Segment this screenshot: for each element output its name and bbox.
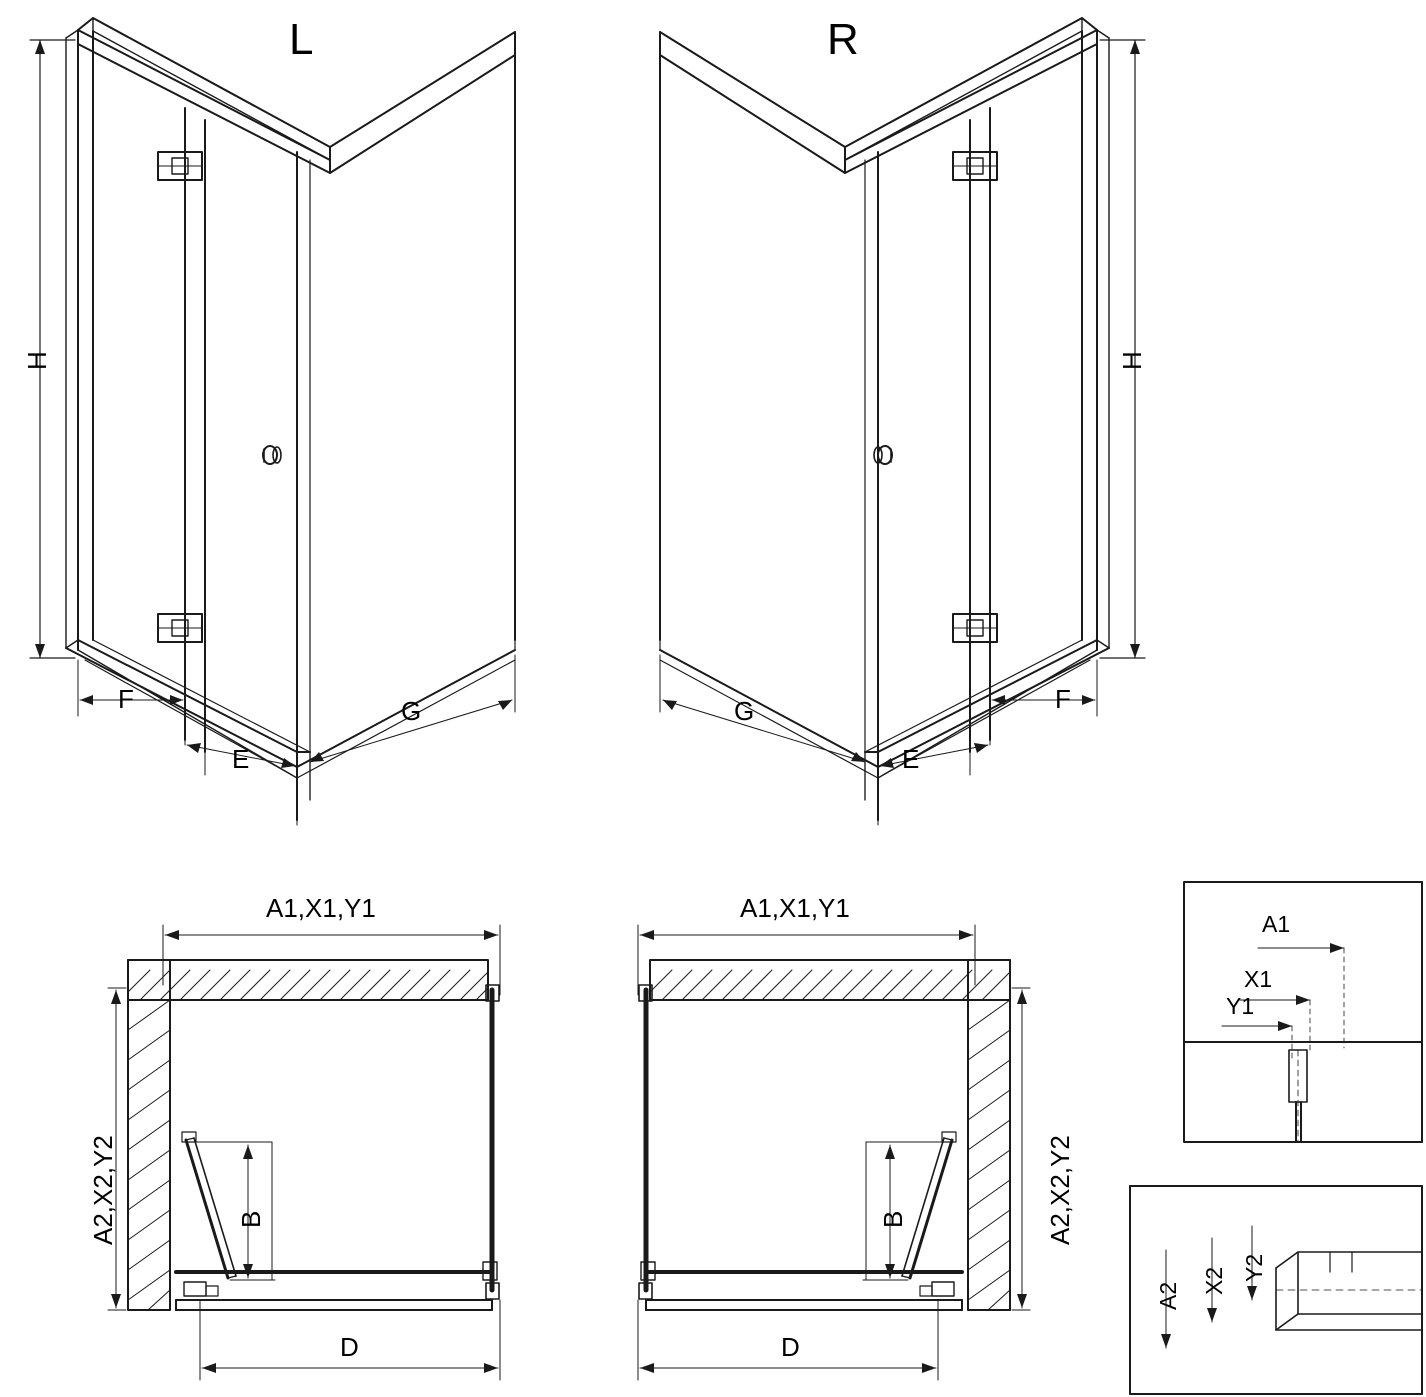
detail-bottom-dim-y2: Y2	[1241, 1253, 1267, 1282]
dim-g-right: G	[734, 696, 755, 726]
plan-left-door-dim: B	[236, 1210, 266, 1228]
plan-right	[638, 925, 1030, 1380]
plan-left-bottom-dim: D	[340, 1332, 359, 1362]
detail-top-dim-a1: A1	[1262, 911, 1291, 937]
plan-left-top-dim: A1,X1,Y1	[266, 893, 376, 923]
hinge-lower-left	[158, 614, 202, 642]
iso-left-enclosure	[30, 15, 515, 825]
dim-height-right: H	[1117, 351, 1147, 370]
view-title-right: R	[827, 15, 859, 64]
dim-f-right: F	[1055, 684, 1071, 714]
iso-right-enclosure	[660, 15, 1145, 825]
door-handle-left	[263, 446, 281, 464]
plan-right-top-dim: A1,X1,Y1	[740, 893, 850, 923]
detail-top-box	[1184, 882, 1422, 1142]
view-title-left: L	[289, 15, 314, 64]
detail-top-dim-x1: X1	[1244, 966, 1273, 992]
dim-g-left: G	[401, 696, 422, 726]
detail-bottom-dim-a2: A2	[1155, 1281, 1181, 1310]
plan-right-bottom-dim: D	[781, 1332, 800, 1362]
plan-right-side-dim: A2,X2,Y2	[1045, 1135, 1075, 1245]
dim-height-left: H	[22, 351, 52, 370]
hinge-upper-left	[158, 152, 202, 180]
door-handle-right	[874, 446, 892, 464]
plan-left-side-dim: A2,X2,Y2	[88, 1135, 118, 1245]
detail-bottom-dim-x2: X2	[1201, 1266, 1227, 1295]
plan-left	[108, 925, 500, 1380]
dim-e-right: E	[902, 744, 920, 774]
detail-top-dim-y1: Y1	[1226, 993, 1255, 1019]
dim-f-left: F	[118, 684, 134, 714]
dim-e-left: E	[232, 744, 250, 774]
plan-right-door-dim: B	[878, 1210, 908, 1228]
